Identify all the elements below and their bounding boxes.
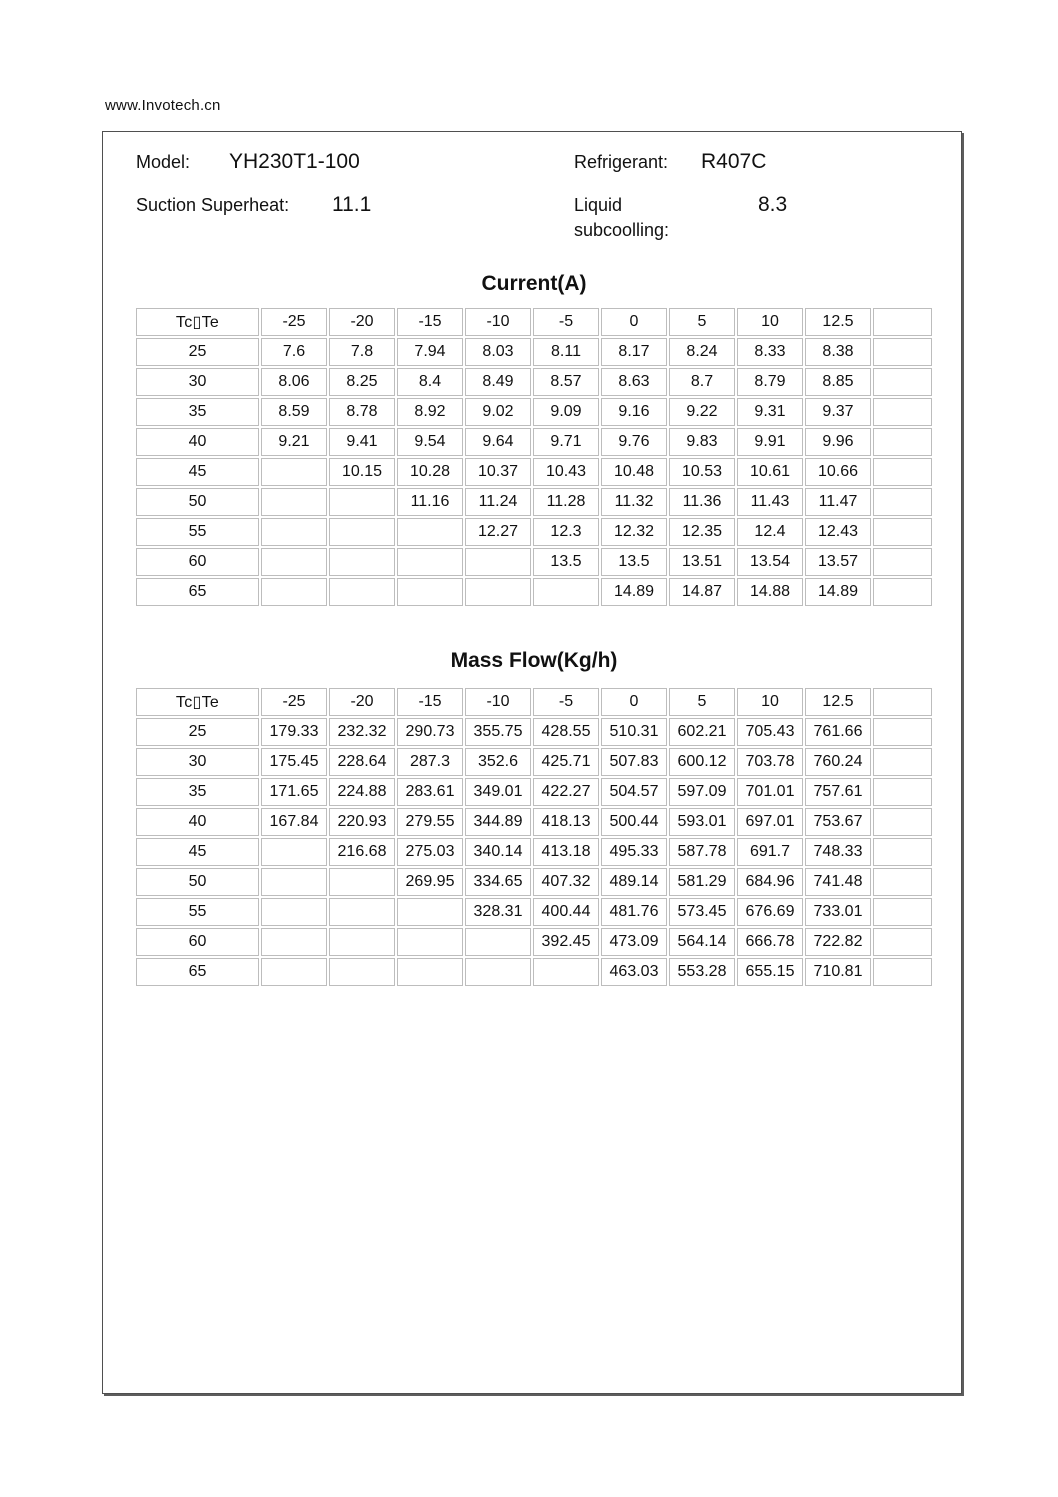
current-table-title: Current(A) — [481, 272, 587, 295]
empty-trailing-cell — [873, 838, 932, 866]
table-row — [136, 928, 932, 956]
data-cell: 8.59 — [261, 398, 327, 426]
empty-trailing-cell — [873, 898, 932, 926]
row-header-cell: 35 — [136, 398, 259, 426]
data-cell: 171.65 — [261, 778, 327, 806]
data-cell: 684.96 — [737, 868, 803, 896]
data-cell: 597.09 — [669, 778, 735, 806]
data-cell: 9.22 — [669, 398, 735, 426]
data-cell — [533, 958, 599, 986]
data-cell: 11.16 — [397, 488, 463, 516]
data-cell: 9.41 — [329, 428, 395, 456]
data-cell: 12.3 — [533, 518, 599, 546]
data-cell: 275.03 — [397, 838, 463, 866]
column-header-cell: -15 — [397, 688, 463, 716]
data-cell — [397, 898, 463, 926]
table-row — [136, 398, 932, 426]
data-cell: 10.48 — [601, 458, 667, 486]
data-cell: 12.27 — [465, 518, 531, 546]
row-header-cell: 40 — [136, 808, 259, 836]
table-header-row — [136, 308, 932, 336]
data-cell: 8.24 — [669, 338, 735, 366]
data-cell: 290.73 — [397, 718, 463, 746]
data-cell: 495.33 — [601, 838, 667, 866]
data-cell: 8.57 — [533, 368, 599, 396]
data-cell: 11.32 — [601, 488, 667, 516]
data-cell: 753.67 — [805, 808, 871, 836]
column-header-cell: -25 — [261, 308, 327, 336]
data-cell: 355.75 — [465, 718, 531, 746]
data-cell — [329, 928, 395, 956]
data-cell: 722.82 — [805, 928, 871, 956]
data-cell: 167.84 — [261, 808, 327, 836]
table-row — [136, 548, 932, 576]
data-cell: 8.11 — [533, 338, 599, 366]
data-cell: 9.96 — [805, 428, 871, 456]
data-cell — [397, 518, 463, 546]
table-row — [136, 838, 932, 866]
data-cell: 9.91 — [737, 428, 803, 456]
data-cell: 757.61 — [805, 778, 871, 806]
data-cell: 407.32 — [533, 868, 599, 896]
table-row — [136, 808, 932, 836]
data-cell: 8.63 — [601, 368, 667, 396]
data-cell: 10.43 — [533, 458, 599, 486]
data-cell: 463.03 — [601, 958, 667, 986]
data-cell: 691.7 — [737, 838, 803, 866]
data-cell: 710.81 — [805, 958, 871, 986]
column-header-cell: 0 — [601, 308, 667, 336]
data-cell: 422.27 — [533, 778, 599, 806]
data-cell: 761.66 — [805, 718, 871, 746]
data-cell: 340.14 — [465, 838, 531, 866]
data-cell: 11.24 — [465, 488, 531, 516]
column-header-cell: -15 — [397, 308, 463, 336]
empty-trailing-cell — [873, 338, 932, 366]
data-cell: 14.87 — [669, 578, 735, 606]
datasheet-box — [102, 131, 962, 1394]
data-cell: 14.89 — [805, 578, 871, 606]
table-header-row — [136, 688, 932, 716]
column-header-cell: -25 — [261, 688, 327, 716]
column-header-cell: -20 — [329, 688, 395, 716]
data-cell — [465, 958, 531, 986]
data-cell: 703.78 — [737, 748, 803, 776]
empty-trailing-cell — [873, 748, 932, 776]
data-cell: 666.78 — [737, 928, 803, 956]
empty-trailing-cell — [873, 488, 932, 516]
data-cell: 10.28 — [397, 458, 463, 486]
data-cell: 733.01 — [805, 898, 871, 926]
model-value: YH230T1-100 — [229, 150, 360, 173]
data-cell: 13.57 — [805, 548, 871, 576]
data-cell: 8.7 — [669, 368, 735, 396]
data-cell: 9.71 — [533, 428, 599, 456]
suction-superheat-value: 11.1 — [332, 193, 372, 216]
column-header-cell: -10 — [465, 308, 531, 336]
data-cell: 9.76 — [601, 428, 667, 456]
data-cell: 232.32 — [329, 718, 395, 746]
data-cell — [465, 548, 531, 576]
data-cell: 581.29 — [669, 868, 735, 896]
row-header-cell: 25 — [136, 718, 259, 746]
data-cell: 9.83 — [669, 428, 735, 456]
data-cell: 328.31 — [465, 898, 531, 926]
data-cell — [533, 578, 599, 606]
data-cell: 8.25 — [329, 368, 395, 396]
column-header-cell: 10 — [737, 308, 803, 336]
data-cell — [329, 958, 395, 986]
data-cell: 8.79 — [737, 368, 803, 396]
table-row — [136, 868, 932, 896]
data-cell — [397, 928, 463, 956]
data-cell: 10.61 — [737, 458, 803, 486]
data-cell — [465, 928, 531, 956]
data-cell: 392.45 — [533, 928, 599, 956]
data-cell: 760.24 — [805, 748, 871, 776]
data-cell: 9.16 — [601, 398, 667, 426]
data-cell: 11.43 — [737, 488, 803, 516]
data-cell: 400.44 — [533, 898, 599, 926]
empty-trailing-cell — [873, 958, 932, 986]
column-header-cell: 10 — [737, 688, 803, 716]
data-cell — [261, 838, 327, 866]
data-cell — [329, 578, 395, 606]
table-row — [136, 718, 932, 746]
refrigerant-label: Refrigerant: — [574, 152, 669, 172]
data-cell: 8.38 — [805, 338, 871, 366]
data-cell: 13.51 — [669, 548, 735, 576]
empty-trailing-cell — [873, 308, 932, 336]
data-cell — [261, 518, 327, 546]
data-cell: 344.89 — [465, 808, 531, 836]
data-cell: 473.09 — [601, 928, 667, 956]
data-cell: 10.53 — [669, 458, 735, 486]
data-cell: 8.4 — [397, 368, 463, 396]
empty-trailing-cell — [873, 578, 932, 606]
data-cell: 216.68 — [329, 838, 395, 866]
data-cell: 10.37 — [465, 458, 531, 486]
data-cell — [261, 458, 327, 486]
empty-trailing-cell — [873, 428, 932, 456]
data-cell: 334.65 — [465, 868, 531, 896]
data-cell: 504.57 — [601, 778, 667, 806]
table-row — [136, 898, 932, 926]
data-cell: 287.3 — [397, 748, 463, 776]
website-url: www.Invotech.cn — [105, 97, 221, 114]
data-cell: 14.89 — [601, 578, 667, 606]
data-cell: 8.03 — [465, 338, 531, 366]
liquid-subcooling-value: 8.3 — [758, 193, 788, 216]
data-cell: 701.01 — [737, 778, 803, 806]
row-header-cell: 45 — [136, 458, 259, 486]
data-cell — [329, 898, 395, 926]
data-cell — [261, 958, 327, 986]
data-cell: 11.28 — [533, 488, 599, 516]
table-row — [136, 778, 932, 806]
massflow-table-title: Mass Flow(Kg/h) — [450, 649, 618, 672]
row-header-cell: 35 — [136, 778, 259, 806]
data-cell: 553.28 — [669, 958, 735, 986]
data-cell — [261, 928, 327, 956]
data-cell: 507.83 — [601, 748, 667, 776]
data-cell: 9.21 — [261, 428, 327, 456]
data-cell: 14.88 — [737, 578, 803, 606]
table-row — [136, 338, 932, 366]
data-cell: 676.69 — [737, 898, 803, 926]
row-header-cell: 60 — [136, 548, 259, 576]
empty-trailing-cell — [873, 458, 932, 486]
data-cell: 228.64 — [329, 748, 395, 776]
data-cell — [329, 518, 395, 546]
data-cell: 12.35 — [669, 518, 735, 546]
empty-trailing-cell — [873, 778, 932, 806]
data-cell: 10.66 — [805, 458, 871, 486]
table-row — [136, 958, 932, 986]
data-cell: 655.15 — [737, 958, 803, 986]
empty-trailing-cell — [873, 518, 932, 546]
empty-trailing-cell — [873, 398, 932, 426]
empty-trailing-cell — [873, 928, 932, 956]
data-cell: 8.06 — [261, 368, 327, 396]
table-row — [136, 428, 932, 456]
table-row — [136, 458, 932, 486]
row-header-cell: 45 — [136, 838, 259, 866]
corner-header-cell: Tc▯Te — [136, 688, 259, 716]
row-header-cell: 65 — [136, 578, 259, 606]
data-cell: 573.45 — [669, 898, 735, 926]
table-row — [136, 368, 932, 396]
data-cell: 705.43 — [737, 718, 803, 746]
data-cell: 9.09 — [533, 398, 599, 426]
data-cell: 12.32 — [601, 518, 667, 546]
row-header-cell: 30 — [136, 748, 259, 776]
data-cell — [329, 868, 395, 896]
data-cell: 510.31 — [601, 718, 667, 746]
data-cell: 587.78 — [669, 838, 735, 866]
data-cell: 9.54 — [397, 428, 463, 456]
data-cell: 269.95 — [397, 868, 463, 896]
empty-trailing-cell — [873, 368, 932, 396]
row-header-cell: 25 — [136, 338, 259, 366]
column-header-cell: -20 — [329, 308, 395, 336]
data-cell: 13.5 — [601, 548, 667, 576]
massflow-table — [134, 686, 934, 988]
data-cell: 8.92 — [397, 398, 463, 426]
data-cell — [261, 898, 327, 926]
empty-trailing-cell — [873, 688, 932, 716]
data-cell: 9.31 — [737, 398, 803, 426]
corner-header-cell: Tc▯Te — [136, 308, 259, 336]
data-cell: 428.55 — [533, 718, 599, 746]
data-cell: 425.71 — [533, 748, 599, 776]
data-cell: 748.33 — [805, 838, 871, 866]
data-cell: 7.6 — [261, 338, 327, 366]
data-cell: 11.36 — [669, 488, 735, 516]
liquid-subcooling-label: Liquid subcoolling: — [574, 195, 670, 240]
empty-trailing-cell — [873, 718, 932, 746]
column-header-cell: 12.5 — [805, 688, 871, 716]
data-cell: 413.18 — [533, 838, 599, 866]
table-row — [136, 748, 932, 776]
data-cell — [261, 578, 327, 606]
row-header-cell: 50 — [136, 488, 259, 516]
data-cell: 741.48 — [805, 868, 871, 896]
data-cell: 500.44 — [601, 808, 667, 836]
data-cell — [465, 578, 531, 606]
row-header-cell: 60 — [136, 928, 259, 956]
data-cell: 349.01 — [465, 778, 531, 806]
empty-trailing-cell — [873, 548, 932, 576]
table-row — [136, 518, 932, 546]
data-cell: 593.01 — [669, 808, 735, 836]
data-cell: 283.61 — [397, 778, 463, 806]
column-header-cell: 0 — [601, 688, 667, 716]
suction-superheat-label: Suction Superheat: — [136, 195, 290, 215]
column-header-cell: -10 — [465, 688, 531, 716]
data-cell — [397, 958, 463, 986]
column-header-cell: 12.5 — [805, 308, 871, 336]
data-cell: 602.21 — [669, 718, 735, 746]
data-cell — [397, 578, 463, 606]
data-cell: 489.14 — [601, 868, 667, 896]
row-header-cell: 55 — [136, 518, 259, 546]
data-cell: 481.76 — [601, 898, 667, 926]
data-cell: 418.13 — [533, 808, 599, 836]
data-cell — [397, 548, 463, 576]
data-cell: 12.43 — [805, 518, 871, 546]
data-cell: 279.55 — [397, 808, 463, 836]
table-row — [136, 488, 932, 516]
data-cell — [261, 488, 327, 516]
data-cell: 564.14 — [669, 928, 735, 956]
data-cell — [261, 868, 327, 896]
data-cell: 352.6 — [465, 748, 531, 776]
data-cell: 12.4 — [737, 518, 803, 546]
refrigerant-value: R407C — [701, 150, 767, 173]
row-header-cell: 50 — [136, 868, 259, 896]
column-header-cell: -5 — [533, 308, 599, 336]
empty-trailing-cell — [873, 868, 932, 896]
data-cell: 8.17 — [601, 338, 667, 366]
data-cell: 13.54 — [737, 548, 803, 576]
data-cell: 11.47 — [805, 488, 871, 516]
data-cell: 8.85 — [805, 368, 871, 396]
row-header-cell: 65 — [136, 958, 259, 986]
data-cell: 8.78 — [329, 398, 395, 426]
row-header-cell: 30 — [136, 368, 259, 396]
row-header-cell: 55 — [136, 898, 259, 926]
data-cell: 8.33 — [737, 338, 803, 366]
data-cell: 9.37 — [805, 398, 871, 426]
data-cell: 175.45 — [261, 748, 327, 776]
column-header-cell: 5 — [669, 308, 735, 336]
column-header-cell: -5 — [533, 688, 599, 716]
current-table — [134, 306, 934, 608]
data-cell — [329, 548, 395, 576]
data-cell: 220.93 — [329, 808, 395, 836]
data-cell: 7.8 — [329, 338, 395, 366]
data-cell: 9.64 — [465, 428, 531, 456]
data-cell — [261, 548, 327, 576]
data-cell: 697.01 — [737, 808, 803, 836]
data-cell: 7.94 — [397, 338, 463, 366]
table-row — [136, 578, 932, 606]
model-label: Model: — [136, 152, 191, 172]
data-cell: 8.49 — [465, 368, 531, 396]
data-cell: 600.12 — [669, 748, 735, 776]
column-header-cell: 5 — [669, 688, 735, 716]
empty-trailing-cell — [873, 808, 932, 836]
data-cell: 10.15 — [329, 458, 395, 486]
data-cell: 224.88 — [329, 778, 395, 806]
data-cell: 179.33 — [261, 718, 327, 746]
data-cell — [329, 488, 395, 516]
row-header-cell: 40 — [136, 428, 259, 456]
data-cell: 9.02 — [465, 398, 531, 426]
data-cell: 13.5 — [533, 548, 599, 576]
